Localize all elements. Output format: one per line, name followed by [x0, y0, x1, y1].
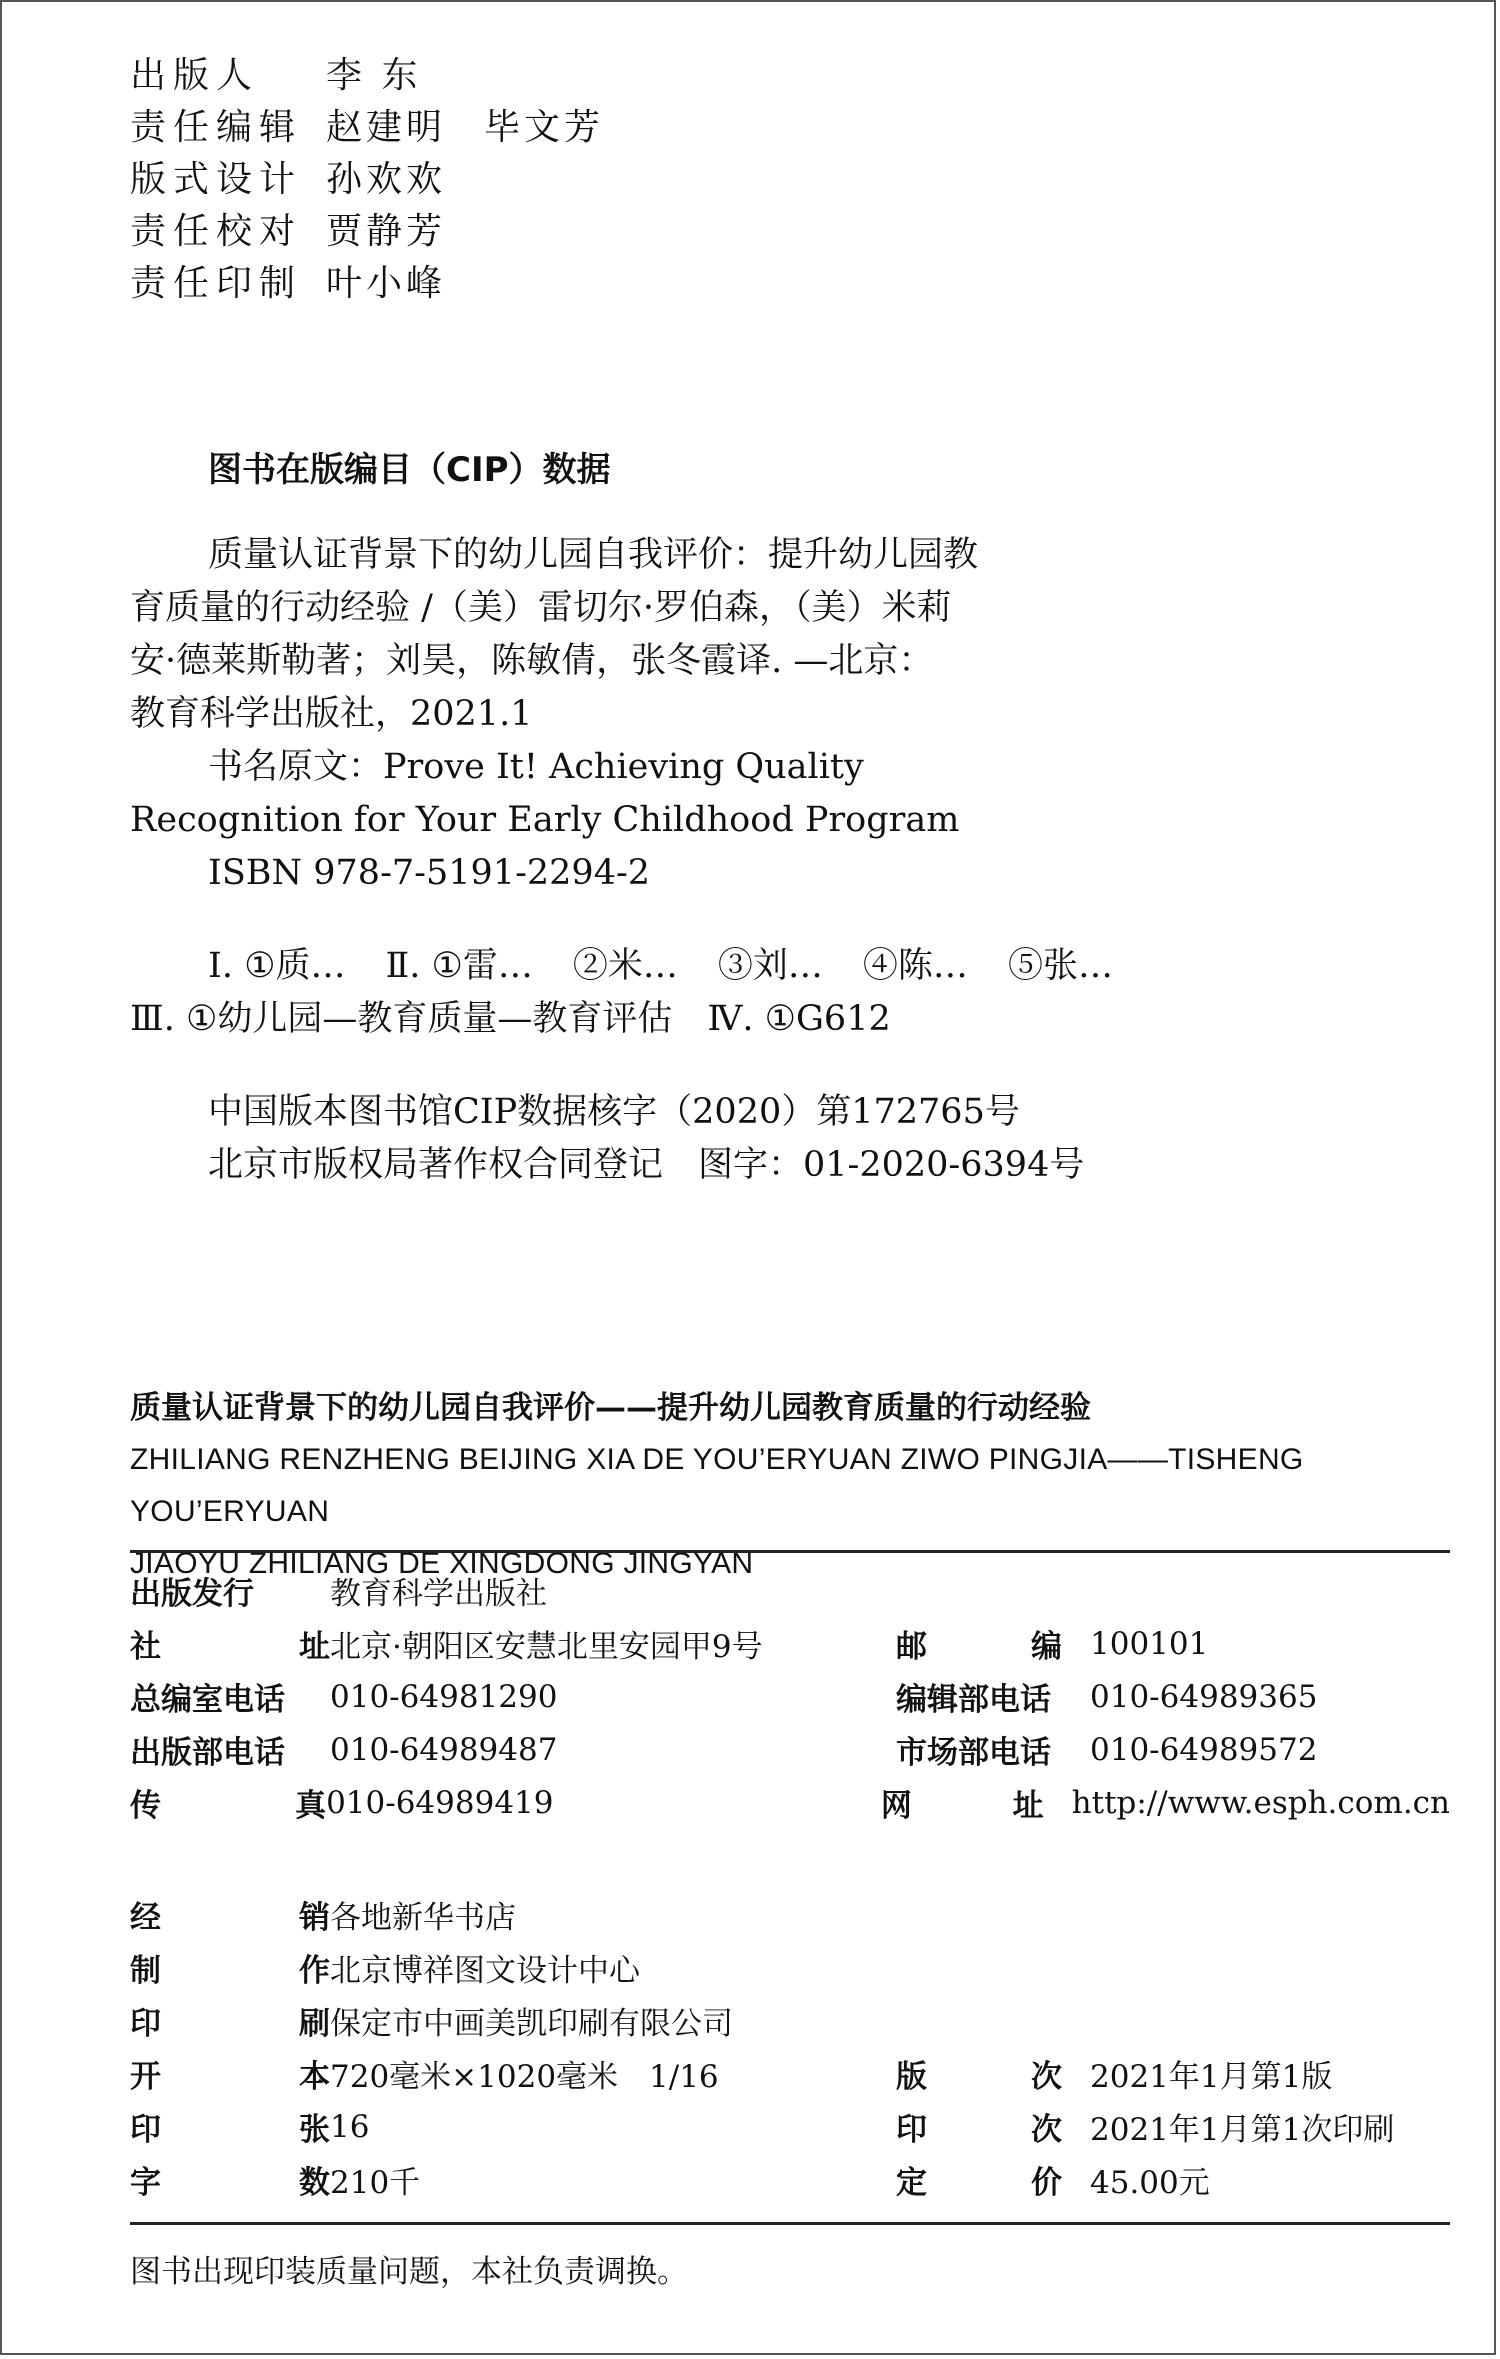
classification-item: ⑤张… [1007, 946, 1113, 986]
staff-row [130, 202, 642, 254]
staff-name: 毕文芳 [484, 106, 605, 148]
info-label: 编辑部电话 [896, 1682, 1051, 1718]
classification-item: ②米… [572, 946, 678, 986]
staff-name: 叶小峰 [326, 262, 447, 304]
staff-role: 责任校对 [130, 210, 303, 252]
cip-title: 图书在版编目（CIP）数据 [208, 450, 611, 490]
staff-name: 赵建明 [326, 106, 447, 148]
book-pinyin: ZHILIANG RENZHENG BEIJING XIA DE YOU’ERYUAN ZIWO PINGJIA——TISHENG YOU’ERYUAN [130, 1443, 1304, 1528]
original-title-line: Recognition for Your Early Childhood Program [130, 800, 960, 840]
staff-row [130, 254, 642, 306]
info-label: 印 次 [896, 2112, 1062, 2148]
info-value: 720毫米×1020毫米 1/16 [330, 2059, 719, 2095]
book-title: 质量认证背景下的幼儿园自我评价——提升幼儿园教育质量的行动经验 [130, 1390, 1091, 1426]
classification-line [130, 940, 1130, 993]
staff-credits [130, 46, 642, 306]
staff-role: 责任编辑 [130, 106, 303, 148]
info-value: 16 [330, 2108, 370, 2145]
staff-row [130, 98, 642, 150]
info-row [130, 1723, 1450, 1776]
quality-notice: 图书出现印装质量问题，本社负责调换。 [130, 2254, 688, 2290]
info-label: 经 销 [130, 1900, 330, 1936]
publisher-info [130, 1564, 1450, 1829]
cip-entry-line: 育质量的行动经验 /（美）雷切尔·罗伯森，（美）米莉 [130, 588, 952, 628]
info-value: 2021年1月第1次印刷 [1090, 2112, 1395, 2148]
info-value: 北京博祥图文设计中心 [330, 1953, 640, 1989]
info-value: 010-64981290 [330, 1678, 558, 1715]
info-value: 010-64989365 [1090, 1678, 1318, 1715]
website-url: http://www.esph.com.cn [1071, 1784, 1450, 1821]
info-value: 保定市中画美凯印刷有限公司 [330, 2006, 733, 2042]
info-row [130, 1994, 1450, 2047]
info-label: 邮 编 [896, 1629, 1062, 1665]
cip-entry-line: 安·德莱斯勒著；刘昊，陈敏倩，张冬霞译. —北京： [130, 641, 934, 681]
production-info [130, 1888, 1450, 2206]
classification-line: Ⅲ. ①幼儿园—教育质量—教育评估 Ⅳ. ①G612 [130, 999, 891, 1039]
price-value: 45.00元 [1090, 2165, 1210, 2201]
info-label: 市场部电话 [896, 1735, 1051, 1771]
staff-name: 李 东 [326, 54, 422, 96]
classification-item: ④陈… [862, 946, 968, 986]
info-value: 教育科学出版社 [330, 1576, 547, 1612]
info-value: 100101 [1090, 1625, 1209, 1662]
staff-role: 责任印制 [130, 262, 303, 304]
info-value: 2021年1月第1版 [1090, 2059, 1333, 2095]
info-label: 出版部电话 [130, 1735, 285, 1771]
book-pinyin: JIAOYU ZHILIANG DE XINGDONG JINGYAN [130, 1547, 754, 1580]
info-row [130, 1888, 1450, 1941]
copyright-registration: 北京市版权局著作权合同登记 图字：01-2020-6394号 [208, 1145, 1085, 1185]
info-row [130, 1617, 1450, 1670]
info-value: 010-64989487 [330, 1731, 558, 1768]
staff-row [130, 150, 642, 202]
info-label: 制 作 [130, 1953, 330, 1989]
info-value: 各地新华书店 [330, 1900, 516, 1936]
staff-name: 孙欢欢 [326, 158, 447, 200]
classification-item: ③刘… [717, 946, 823, 986]
info-row [130, 2047, 1450, 2100]
info-label: 印 张 [130, 2112, 330, 2148]
info-row [130, 1670, 1450, 1723]
cip-block [130, 442, 1130, 1192]
isbn: ISBN 978-7-5191-2294-2 [208, 853, 651, 893]
info-row [130, 2100, 1450, 2153]
info-value: 210千 [330, 2165, 421, 2201]
info-row [130, 1776, 1450, 1829]
info-row [130, 1941, 1450, 1994]
cip-check-number: 中国版本图书馆CIP数据核字（2020）第172765号 [208, 1092, 1020, 1132]
info-label: 开 本 [130, 2059, 330, 2095]
info-label: 版 次 [896, 2059, 1062, 2095]
divider [130, 1550, 1450, 1553]
original-title-line: 书名原文：Prove It! Achieving Quality [208, 747, 864, 787]
staff-name: 贾静芳 [326, 210, 447, 252]
info-value: 北京·朝阳区安慧北里安园甲9号 [330, 1629, 763, 1665]
info-label: 字 数 [130, 2165, 330, 2201]
classification-item: Ⅰ. ①质… [208, 946, 346, 986]
info-label: 印 刷 [130, 2006, 330, 2042]
info-label: 网 址 [880, 1788, 1044, 1824]
staff-role: 出版人 [130, 54, 260, 96]
info-label: 出版发行 [130, 1576, 254, 1612]
cip-entry-line: 教育科学出版社，2021.1 [130, 694, 533, 734]
info-label: 传 真 [130, 1788, 327, 1824]
classification-item: Ⅱ. ①雷… [385, 946, 533, 986]
info-row [130, 1564, 1450, 1617]
info-label: 社 址 [130, 1629, 330, 1665]
divider [130, 2222, 1450, 2225]
info-label: 定 价 [896, 2165, 1062, 2201]
staff-role: 版式设计 [130, 158, 303, 200]
info-value: 010-64989419 [326, 1784, 554, 1821]
info-value: 010-64989572 [1090, 1731, 1318, 1768]
book-title-block [130, 1382, 1450, 1590]
staff-row [130, 46, 642, 98]
info-label: 总编室电话 [130, 1682, 285, 1718]
cip-entry-line: 质量认证背景下的幼儿园自我评价：提升幼儿园教 [208, 535, 979, 575]
info-row [130, 2153, 1450, 2206]
